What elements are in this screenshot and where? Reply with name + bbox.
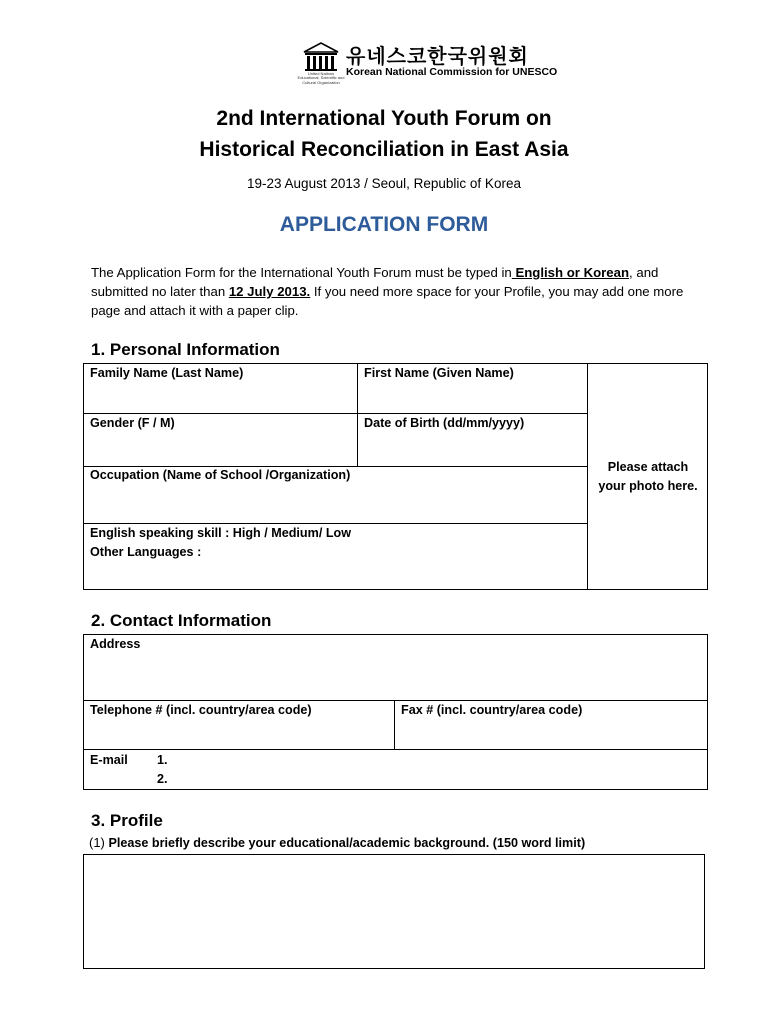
first-name-field[interactable]: First Name (Given Name) — [364, 366, 514, 380]
intro-deadline: 12 July 2013. — [228, 284, 311, 299]
email-1-field[interactable]: 1. — [157, 753, 168, 767]
profile-heading: 3. Profile — [91, 811, 163, 830]
address-field[interactable]: Address — [90, 637, 141, 651]
profile-answer-box[interactable] — [83, 854, 705, 969]
photo-text-1: Please attach — [607, 460, 689, 474]
email-label: E-mail — [90, 753, 128, 767]
date-location: 19-23 August 2013 / Seoul, Republic of Korea — [247, 176, 521, 191]
personal-info-heading: 1. Personal Information — [91, 340, 280, 359]
photo-text-2: your photo here. — [598, 479, 698, 493]
unesco-subtitle: United Nations Educational, Scientific and Cultural Organization — [297, 71, 345, 85]
title-line-2: Historical Reconciliation in East Asia — [199, 138, 569, 161]
intro-text-1: The Application Form for the International Youth Forum must be typed in — [91, 265, 512, 280]
intro-text-2: , and submitted no later than — [91, 265, 659, 299]
profile-question-1 — [89, 835, 585, 850]
fax-field[interactable]: Fax # (incl. country/area code) — [401, 703, 583, 717]
date-of-birth-field[interactable]: Date of Birth (dd/mm/yyyy) — [364, 416, 525, 430]
contact-info-heading: 2. Contact Information — [91, 611, 272, 630]
intro-text-3: If you need more space for your Profile, you may add one more page and attach it with a paper clip. — [91, 284, 684, 318]
logo-english-text: Korean National Commission for UNESCO — [346, 66, 558, 78]
intro-paragraph — [91, 263, 697, 320]
form-title: APPLICATION FORM — [279, 213, 489, 236]
other-languages-field[interactable]: Other Languages : — [90, 545, 202, 559]
question-text: Please briefly describe your educational/academic background. (150 word limit) — [108, 836, 586, 850]
email-2-field[interactable]: 2. — [157, 772, 168, 786]
title-line-1: 2nd International Youth Forum on — [216, 107, 552, 130]
intro-language: English or Korean — [511, 265, 630, 280]
gender-field[interactable]: Gender (F / M) — [90, 416, 175, 430]
logo-korean-text: 유네스코한국위원회 — [346, 46, 529, 68]
occupation-field[interactable]: Occupation (Name of School /Organization) — [90, 468, 351, 482]
family-name-field[interactable]: Family Name (Last Name) — [90, 366, 244, 380]
question-number: (1) — [89, 835, 105, 850]
photo-placeholder[interactable] — [588, 458, 708, 496]
telephone-field[interactable]: Telephone # (incl. country/area code) — [90, 703, 312, 717]
english-skill-field[interactable]: English speaking skill : High / Medium/ Low — [90, 526, 352, 540]
